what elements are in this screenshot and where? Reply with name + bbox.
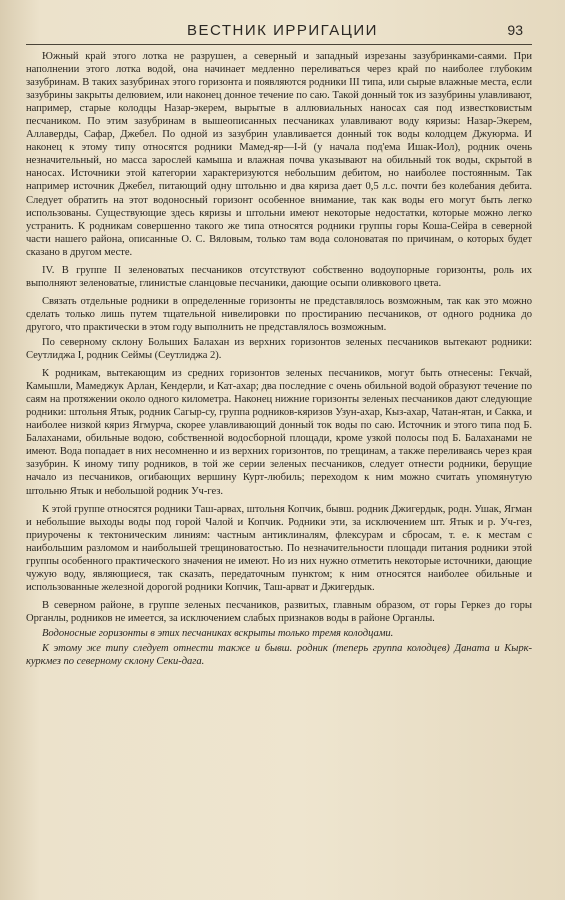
paragraph: К родникам, вытекающим из средних горизонтов зеленых песчаников, могут быть отнесены: Гекчай, Камышли, Мамеджук Арлан, Кендерли, и Кат-ахар; два последние с очень обильной водой образуют течение по саям на протяжении около одного километра. Наконец нижние горизонты зеленых песчаников дают следующие родники: штольня Ятык, родник Сагыр-су, группа родников-кяризов Узун-ахар, Кыз-ахар, Чатан-ятан, и Сакка, и наиболее низкой кяриз Ягмурча, скорее улавливающий донный ток воды по саю. Источник и этого типа под Б. Балаханами, обильные водою, собственной водосборной площади, кроме узкой полосы под Б. Балаханами не имеют. Вода попадает в них несомненно и из верхних горизонтов, по трещинам, а также переливаясь через края зазубрин. К иному типу родников, в той же серии зеленых песчаников, следует отнести родники, берущие начало из песчаников, огибающих вершину Курт-любиль; переходом к ним можно считать упомянутую штольню Ятык и небольшой родник Уч-гез.: [26, 368, 532, 497]
page-body: [26, 50, 532, 892]
journal-title: ВЕСТНИК ИРРИГАЦИИ: [187, 22, 378, 39]
paragraph: Водоносные горизонты в этих песчаниках вскрыты только тремя колодцами.: [42, 627, 394, 639]
paragraph: К этой группе относятся родники Таш-арвах, штольня Копчик, бывш. родник Джигердык, родн. Ушак, Ягман и небольшие выходы воды под горой Чалой и Копчик. Родники эти, за исключением шт. Ятык и р. Уч-гез, приурочены к тектоническим линиям: частным антиклиналям, флексурам и сбросам, т. е. к местам с наибольшим разломом и наибольшей трещиноватостью. По незначительности площади питания родники этой группы особенного практического значения не имеют. Но из них нужно отметить некоторые источники, дающие чужую воду, являющиеся, так сказать, передаточным пунктом; к ним относятся наиболее обильные и использованные железной дорогой родники Копчик, Таш-арват и Джигердык.: [26, 503, 532, 593]
paragraph: В северном районе, в группе зеленых песчаников, развитых, главным образом, от горы Геркез до горы Органлы, родников не имеется, за исключением слабых признаков воды в районе Органлы.: [26, 599, 532, 624]
page-header: [0, 0, 565, 46]
paragraph: Связать отдельные родники в определенные горизонты не представлялось возможным, так как это можно сделать только лишь путем тщательной нивелировки по простиранию песчаников, от одного родника до другого, что практически в этом году выполнить не представлялось возможным.: [26, 295, 532, 333]
paragraph: IV. В группе II зеленоватых песчаников отсутствуют собственно водоупорные горизонты, роль их выполняют зеленоватые, глинистые сланцовые песчаники, дающие осыпи оливкового цвета.: [26, 264, 532, 289]
page-number: 93: [507, 22, 523, 38]
paragraph: Южный край этого лотка не разрушен, а северный и западный изрезаны зазубринками-саями. При наполнении этого лотка водой, она начинает медленно переливаться через край по наиболее глубоким зазубринам. В таких зазубринах этого горизонта и появляются родники III типа, или сырые влажные места, если зазубрины закрыты делювием, или наконец донное течение по саю. Такой донный ток из зазубрины улавливают, например, старые колодцы Назар-экерем, вырытые в аллювиальных наносах сая под известковистым песчаником. По этим зазубринам в вышеописанных песчаниках улавливают воду кяризы: Назар-Экерем, Аллаверды, Сафар, Джебел. По одной из зазубрин улавливается донный ток воды колодцем Джуюрма. И наконец к этому типу относятся родники Мамед-яр—I-й (у начала под'ема Ишак-Иол), родник очень незначительный, но масса зарослей камыша и влажная почва указывают на обильный ток воды, скрытой в наносах. Источники этой категории характеризуются небольшим дебитом, но наиболее постоянным. Так например источник Джебел, питающий одну штольню и два кяриза дает 0,5 л.с. почти без колебания дебита. Следует обратить на этот водоносный горизонт особенное внимание, так как воды его могут быть легко использованы. Существующие здесь кяризы и штольни имеют некоторые недостатки, которые можно легко устранить. К родникам совершенно такого же типа относятся родники группы горы Коша-Сейра в северной части нашего района, описанные О. С. Вяловым, только там вода солоноватая по причинам, о которых будет сказано в другом месте.: [26, 51, 532, 258]
paragraph: По северному склону Больших Балахан из верхних горизонтов зеленых песчаников вытекают родники: Сеутлиджа I, родник Сеймы (Сеутлиджа 2).: [26, 336, 532, 362]
paragraph: К этому же типу следует отнести также и бывш. родник (теперь группа колодцев) Даната и Кырк-куркмез по северному склону Секи-дага.: [26, 643, 532, 668]
header-rule: [26, 44, 532, 45]
